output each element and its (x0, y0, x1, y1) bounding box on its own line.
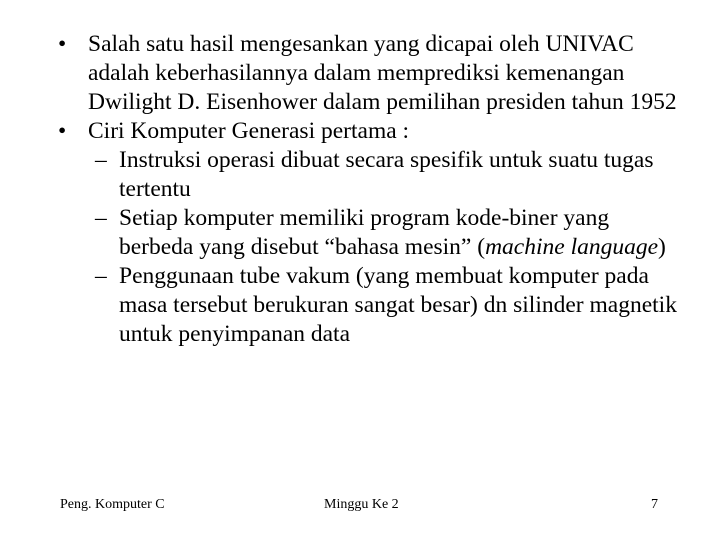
bullet-univac (0, 30, 720, 117)
footer-course-name: Peng. Komputer C (60, 497, 165, 512)
sub-bullet-text: Instruksi operasi dibuat secara spesifik untuk suatu tugas tertentu (119, 147, 654, 202)
bullet-ciri-generasi-pertama (0, 117, 720, 146)
footer-week: Minggu Ke 2 (324, 497, 399, 512)
footer-page-number: 7 (651, 497, 658, 512)
bullet-marker: • (58, 118, 67, 144)
sub-bullet-text-italic: machine language (485, 234, 659, 260)
sub-bullet-marker: – (95, 263, 107, 289)
sub-bullet-tube-vakum (0, 262, 720, 349)
sub-bullet-bahasa-mesin (0, 204, 720, 262)
bullet-marker: • (58, 31, 67, 57)
bullet-text: Ciri Komputer Generasi pertama : (88, 118, 410, 144)
sub-bullet-marker: – (95, 147, 107, 173)
sub-bullet-text-after: ) (658, 234, 666, 260)
sub-bullet-text-before: Setiap komputer memiliki program kode-biner yang berbeda yang disebut “bahasa mesin” ( (119, 205, 610, 260)
slide-body (0, 30, 720, 349)
sub-bullet-instruksi (0, 146, 720, 204)
bullet-text: Salah satu hasil mengesankan yang dicapai oleh UNIVAC adalah keberhasilannya dalam memprediksi kemenangan Dwilight D. Eisenhower dalam pemilihan presiden tahun 1952 (88, 31, 677, 115)
sub-bullet-marker: – (95, 205, 107, 231)
sub-bullet-text: Penggunaan tube vakum (yang membuat komputer pada masa tersebut berukuran sangat besar) dn silinder magnetik untuk penyimpanan data (119, 263, 677, 347)
